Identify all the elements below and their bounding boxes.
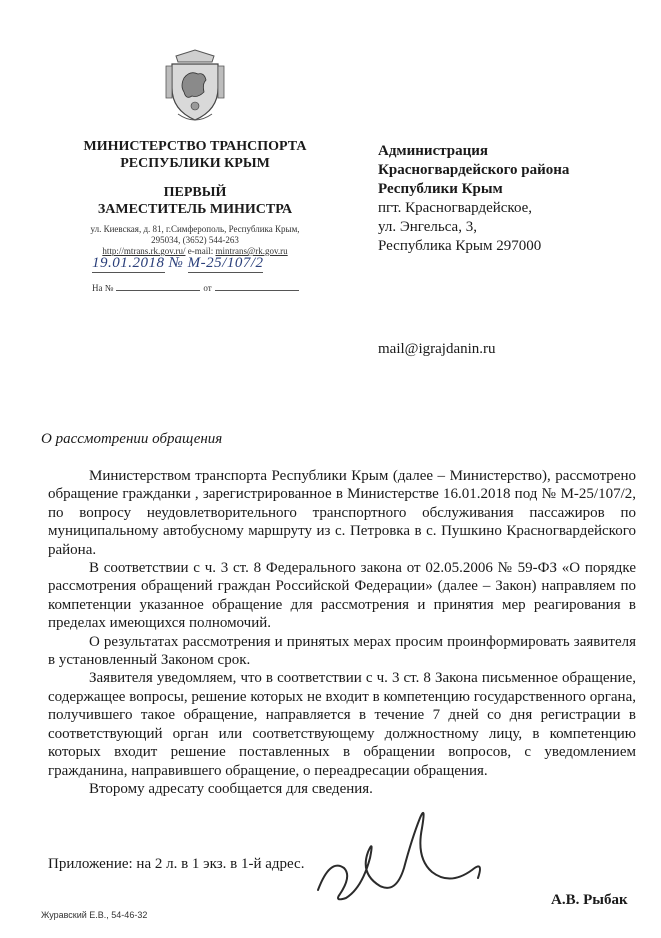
registration-number: М-25/107/2	[187, 255, 264, 271]
sender-email-link[interactable]: mintrans@rk.gov.ru	[215, 246, 288, 256]
addressee-line2: Красногвардейского района	[378, 162, 570, 178]
ministry-name-line2: РЕСПУБЛИКИ КРЫМ	[120, 156, 270, 171]
handwritten-signature-icon	[300, 798, 500, 908]
registration-number-sign: №	[168, 255, 184, 271]
sender-email-label: e-mail:	[187, 246, 214, 256]
crimea-coat-of-arms-icon	[162, 48, 228, 122]
sender-block	[60, 138, 330, 218]
addressee-line3: Республики Крым	[378, 181, 503, 197]
body-paragraph-4: Заявителя уведомляем, что в соответствии с ч. 3 ст. 8 Закона письменное обращение, содержащее вопросы, решение которых не входит в компетенцию государственного органа, получившего такое обращение, направляется в течение 7 дней со дня регистрации в соответствующий орган или соответствующему должностному лицу, в компетенцию которых входит решение поставленных в обращении вопросов, с уведомлением гражданина, направившего обращение, о переадресации обращения.	[48, 670, 636, 779]
addressee-block	[378, 142, 638, 256]
executor-info: Журавский Е.В., 54-46-32	[41, 910, 148, 920]
reference-number-blank	[116, 290, 200, 291]
body-paragraph-5: Второму адресату сообщается для сведения.	[89, 780, 373, 797]
reference-label: На №	[92, 283, 114, 293]
signer-name: А.В. Рыбак	[551, 892, 628, 908]
position-line2: ЗАМЕСТИТЕЛЬ МИНИСТРА	[97, 202, 293, 217]
body-paragraph-2: В соответствии с ч. 3 ст. 8 Федерального закона от 02.05.2006 № 59-ФЗ «О порядке рассмотрения обращений граждан Российской Федерации» (далее – Закон) направляем по компетенции указанное обращение для рассмотрения и принятия мер реагирования в пределах имеющихся полномочий.	[48, 560, 636, 632]
addressee-line1: Администрация	[378, 143, 489, 159]
recipient-email[interactable]: mail@igrajdanin.ru	[378, 341, 496, 357]
position-line1: ПЕРВЫЙ	[163, 185, 227, 200]
attachment-note: Приложение: на 2 л. в 1 экз. в 1-й адрес.	[48, 856, 305, 872]
addressee-line6: Республика Крым 297000	[378, 238, 542, 254]
addressee-line4: пгт. Красногвардейское,	[378, 200, 533, 216]
reference-from-label: от	[203, 283, 212, 293]
body-paragraph-1: Министерством транспорта Республики Крым (далее – Министерство), рассмотрено обращение гражданки , зарегистрированное в Министерстве 16.01.2018 под № М-25/107/2, по вопросу неудовлетворительного транспортного обслуживания пассажиров по муниципальному автобусному маршруту из с. Петровка в с. Пушкино Красногвардейского района.	[48, 468, 636, 558]
addressee-line5: ул. Энгельса, 3,	[378, 219, 477, 235]
sender-address-line2: 295034, (3652) 544-263	[151, 235, 239, 245]
registration-date: 19.01.2018	[92, 255, 165, 271]
body-paragraph-3: О результатах рассмотрения и принятых мерах просим проинформировать заявителя в установленный Законом срок.	[48, 633, 636, 669]
reference-line	[92, 283, 302, 293]
reference-date-blank	[215, 290, 299, 291]
letter-body	[48, 467, 636, 798]
registration-line	[92, 255, 263, 273]
sender-website-link[interactable]: http://mtrans.rk.gov.ru/	[102, 246, 186, 256]
sender-address-line1: ул. Киевская, д. 81, г.Симферополь, Республика Крым,	[90, 224, 300, 234]
sender-contacts	[60, 224, 330, 257]
letter-subject: О рассмотрении обращения	[41, 431, 223, 447]
ministry-name-line1: МИНИСТЕРСТВО ТРАНСПОРТА	[83, 139, 307, 154]
